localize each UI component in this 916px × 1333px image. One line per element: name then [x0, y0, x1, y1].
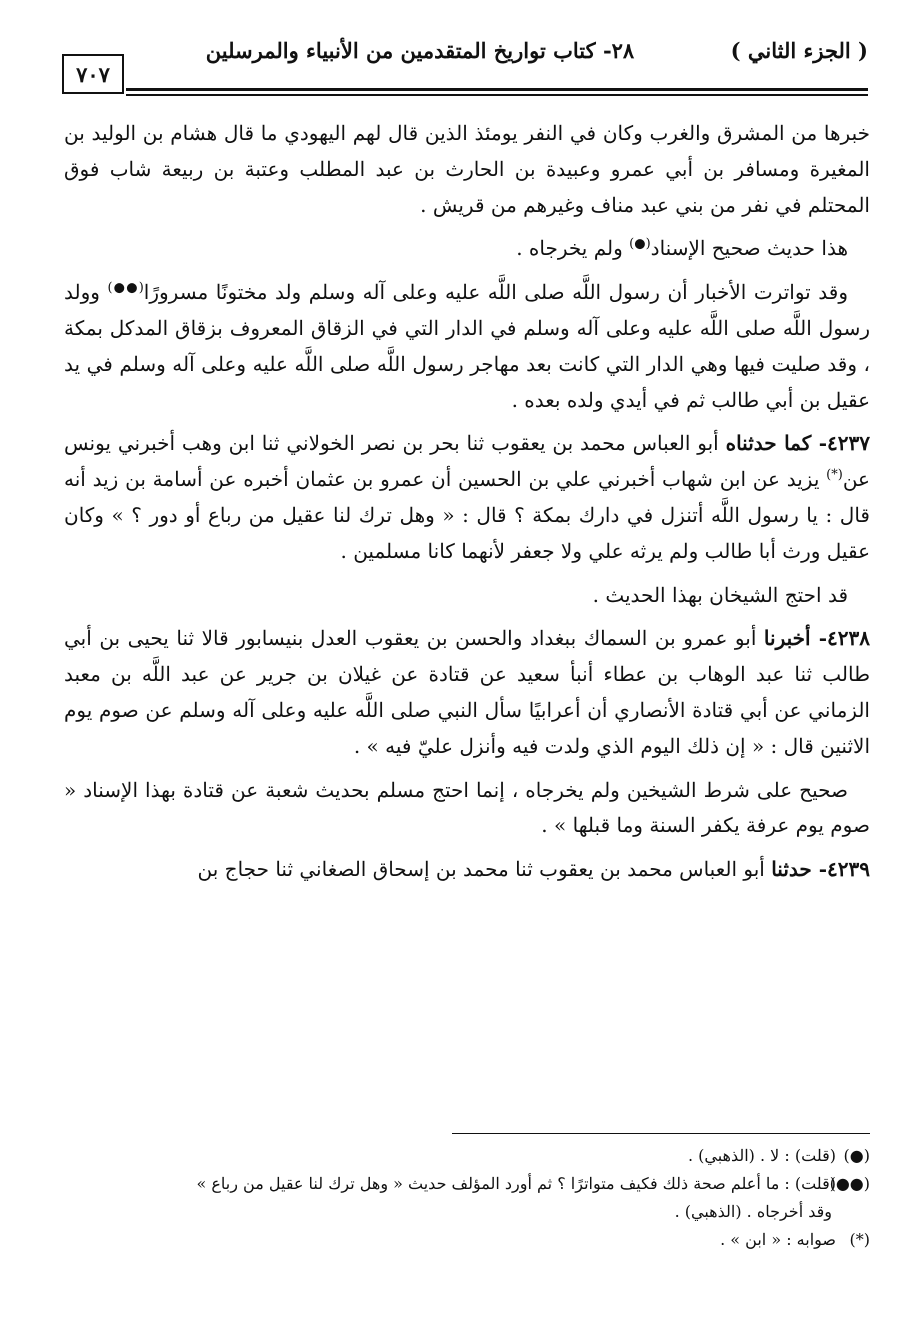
paragraph-text: قد احتج الشيخان بهذا الحديث . [592, 582, 848, 607]
hadith-number: ٤٢٣٨- [818, 626, 870, 651]
hadith-text: يزيد عن ابن شهاب أخبرني علي بن الحسين أن عمرو بن عثمان أخبره عن أسامة بن زيد أنه قال : يا رسول اللَّه أتنزل في دارك بمكة ؟ قال : « وهل ترك لنا عقيل من رباع أو دور ؟ » وكان عقيل ورث أبا طالب ولم يرثه علي ولا جعفر لأنهما كانا مسلمين . [64, 467, 870, 563]
header-rule-thin [126, 94, 868, 96]
footnote-ref[interactable]: (*) [826, 467, 843, 483]
header-rule [126, 88, 868, 91]
footnote-separator [452, 1133, 870, 1134]
footnote-3 [64, 1226, 870, 1254]
paragraph-birth [64, 275, 870, 418]
footnote-2 [64, 1170, 870, 1198]
running-title: ٢٨- كتاب تواريخ المتقدمين من الأنبياء والمرسلين [205, 38, 635, 63]
hadith-lead: كما حدثناه [725, 431, 819, 456]
paragraph-comment [64, 578, 870, 614]
hadith-lead: حدثنا [771, 857, 819, 882]
footnote-2-continuation [64, 1198, 870, 1226]
hadith-4239 [64, 852, 870, 888]
footnote-marker: (*) [849, 1230, 870, 1249]
footnote-text: وقد أخرجاه . (الذهبي) . [674, 1202, 832, 1221]
paragraph-text: هذا حديث صحيح الإسناد [650, 236, 848, 261]
footnote-marker: (●) [843, 1146, 870, 1165]
page-header [62, 30, 868, 100]
hadith-text: أبو عمرو بن السماك ببغداد والحسن بن يعقوب العدل بنيسابور قالا ثنا يحيى بن أبي طالب ثنا عبد الوهاب بن عطاء أنبأ سعيد عن قتادة عن غيلان بن جرير عن عبد اللَّه بن معبد الزماني عن أبي قتادة الأنصاري أن أعرابيًا سأل النبي صلى اللَّه عليه وعلى آله وسلم عن صوم يوم الاثنين قال : « إن ذلك اليوم الذي ولدت فيه وأنزل عليّ فيه » . [64, 626, 870, 758]
volume-label: ( الجزء الثاني ) [730, 38, 868, 63]
footnote-text: (قلت) : ما أعلم صحة ذلك فكيف متواترًا ؟ ثم أورد المؤلف حديث « وهل ترك لنا عقيل من رباع » [196, 1174, 836, 1193]
footnote-text: (قلت) : لا . (الذهبي) . [687, 1146, 836, 1165]
paragraph-grading-2 [64, 773, 870, 845]
hadith-4237 [64, 426, 870, 569]
hadith-text: أبو العباس محمد بن يعقوب ثنا محمد بن إسحاق الصغاني ثنا حجاج بن [197, 857, 772, 882]
footnote-1 [64, 1142, 870, 1170]
footnote-marker: (●●) [829, 1174, 870, 1193]
paragraph-text: خبرها من المشرق والغرب وكان في النفر يومئذ الذين قال لهم اليهودي ما قال هشام بن الوليد بن المغيرة ومسافر بن أبي عمرو وعبيدة بن الحارث بن عبد المطلب وعتبة بن ربيعة شاب فوق المحتلم في نفر من بني عبد مناف وغيرهم من قريش . [64, 121, 870, 217]
hadith-4238 [64, 621, 870, 764]
hadith-number: ٤٢٣٧- [818, 431, 871, 456]
footnote-ref[interactable]: (●) [629, 236, 651, 252]
hadith-number: ٤٢٣٩- [818, 857, 870, 882]
paragraph-text: ولم يخرجاه . [516, 236, 630, 261]
paragraph-text: صحيح على شرط الشيخين ولم يخرجاه ، إنما احتج مسلم بحديث شعبة عن قتادة بهذا الإسناد « صوم يوم عرفة يكفر السنة وما قبلها » . [64, 777, 870, 838]
paragraph-grading [64, 231, 870, 267]
paragraph-continuation [64, 116, 870, 223]
paragraph-text: وقد تواترت الأخبار أن رسول اللَّه صلى اللَّه عليه وعلى آله وسلم ولد مختونًا مسرورًا [143, 280, 848, 305]
hadith-lead: أخبرنا [763, 626, 819, 651]
page-number: ٧٠٧ [62, 54, 124, 94]
hadith-text: أبو العباس محمد بن يعقوب ثنا بحر بن نصر الخولاني ثنا ابن وهب أخبرني يونس عن [64, 431, 870, 492]
footnotes [64, 1142, 870, 1254]
footnote-text: صوابه : « ابن » . [720, 1230, 836, 1249]
footnote-ref[interactable]: (●●) [107, 280, 144, 296]
paragraph-text: وولد رسول اللَّه صلى اللَّه عليه وعلى آله وسلم في الدار التي في الزقاق المعروف بزقاق المدكل بمكة ، وقد صليت فيها وهي الدار التي كانت بعد مهاجر رسول اللَّه صلى اللَّه عليه وعلى آله وسلم في يد عقيل بن أبي طالب ثم في أيدي ولده بعده . [64, 280, 870, 412]
main-text [64, 116, 870, 888]
